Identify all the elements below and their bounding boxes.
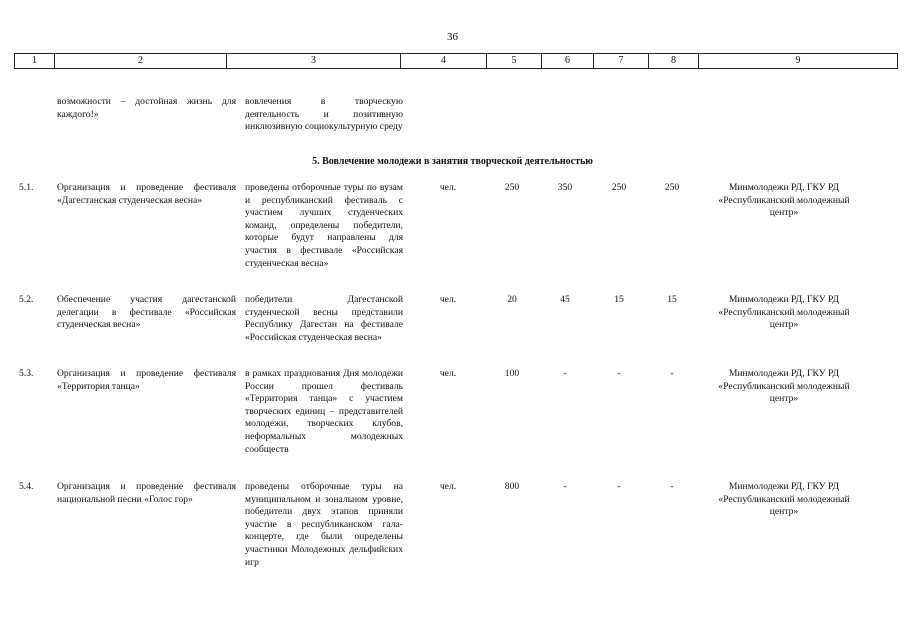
- unit: чел.: [439, 368, 457, 379]
- section-title: 5. Вовлечение молодежи в занятия творческой деятельностью: [312, 156, 593, 167]
- row-number: 5.3.: [19, 368, 34, 379]
- value-col6: 45: [560, 294, 570, 305]
- activity-name: Обеспечение участия дагестанской делегации в фестивале «Российская студенческая весна»: [57, 294, 236, 331]
- value-col5: 250: [504, 182, 520, 193]
- unit: чел.: [439, 294, 457, 305]
- row-number: 5.4.: [19, 481, 34, 492]
- value-col8: 15: [667, 294, 677, 305]
- header-col-6: 6: [542, 54, 594, 68]
- value-col7: -: [617, 368, 621, 379]
- table-header-row: [14, 53, 898, 69]
- header-col-7: 7: [594, 54, 649, 68]
- value-col6: -: [563, 368, 567, 379]
- value-col8: -: [670, 368, 674, 379]
- value-col7: -: [617, 481, 621, 492]
- executor: Минмолодежи РД, ГКУ РД «Республиканский молодежный центр»: [718, 368, 850, 405]
- header-col-9: 9: [795, 55, 801, 66]
- continuation-activity-name: возможности – достойная жизнь для каждого!»: [57, 96, 236, 120]
- value-col7: 250: [611, 182, 627, 193]
- value-col5: 100: [504, 368, 520, 379]
- activity-name: Организация и проведение фестиваля «Территория танца»: [57, 368, 236, 392]
- page-number: 36: [447, 31, 458, 43]
- activity-name: Организация и проведение фестиваля национальной песни «Голос гор»: [57, 481, 236, 505]
- row-number: 5.2.: [19, 294, 34, 305]
- row-number: 5.1.: [19, 182, 34, 193]
- header-col-8: 8: [649, 54, 699, 68]
- value-col6: 350: [557, 182, 573, 193]
- header-col-3: 3: [227, 54, 401, 68]
- activity-result: проведены отборочные туры по вузам и республиканский фестиваль с участием лучших студенческих команд, определены победители, которые будут направлены для участия в фестивале «Российская студенческая весна»: [245, 182, 403, 269]
- continuation-result: вовлечения в творческую деятельность и позитивную инклюзивную социокультурную среду: [245, 96, 403, 133]
- activity-name: Организация и проведение фестиваля «Дагестанская студенческая весна»: [57, 182, 236, 206]
- value-col5: 800: [504, 481, 520, 492]
- value-col8: 250: [664, 182, 680, 193]
- unit: чел.: [439, 481, 457, 492]
- header-col-2: 2: [55, 54, 227, 68]
- executor: Минмолодежи РД, ГКУ РД «Республиканский молодежный центр»: [718, 481, 850, 518]
- header-col-4: 4: [401, 54, 487, 68]
- value-col7: 15: [614, 294, 624, 305]
- activity-result: проведены отборочные туры на муниципальном и зональном уровне, победители двух этапов приняли участие в республиканском гала-концерте, где были определены участники Молодежных дельфийских игр: [245, 481, 403, 568]
- activity-result: победители Дагестанской студенческой весны представили Республику Дагестан на фестивале «Российская студенческая весна»: [245, 294, 403, 343]
- executor: Минмолодежи РД, ГКУ РД «Республиканский молодежный центр»: [718, 182, 850, 219]
- value-col8: -: [670, 481, 674, 492]
- header-col-5: 5: [487, 54, 542, 68]
- header-col-1: 1: [15, 54, 55, 68]
- value-col6: -: [563, 481, 567, 492]
- value-col5: 20: [507, 294, 517, 305]
- unit: чел.: [439, 182, 457, 193]
- activity-result: в рамках празднования Дня молодежи России прошел фестиваль «Территория танца» с участием творческих единиц – представителей молодежи, творческих клубов, неформальных молодежных сообществ: [245, 368, 403, 455]
- executor: Минмолодежи РД, ГКУ РД «Республиканский молодежный центр»: [718, 294, 850, 331]
